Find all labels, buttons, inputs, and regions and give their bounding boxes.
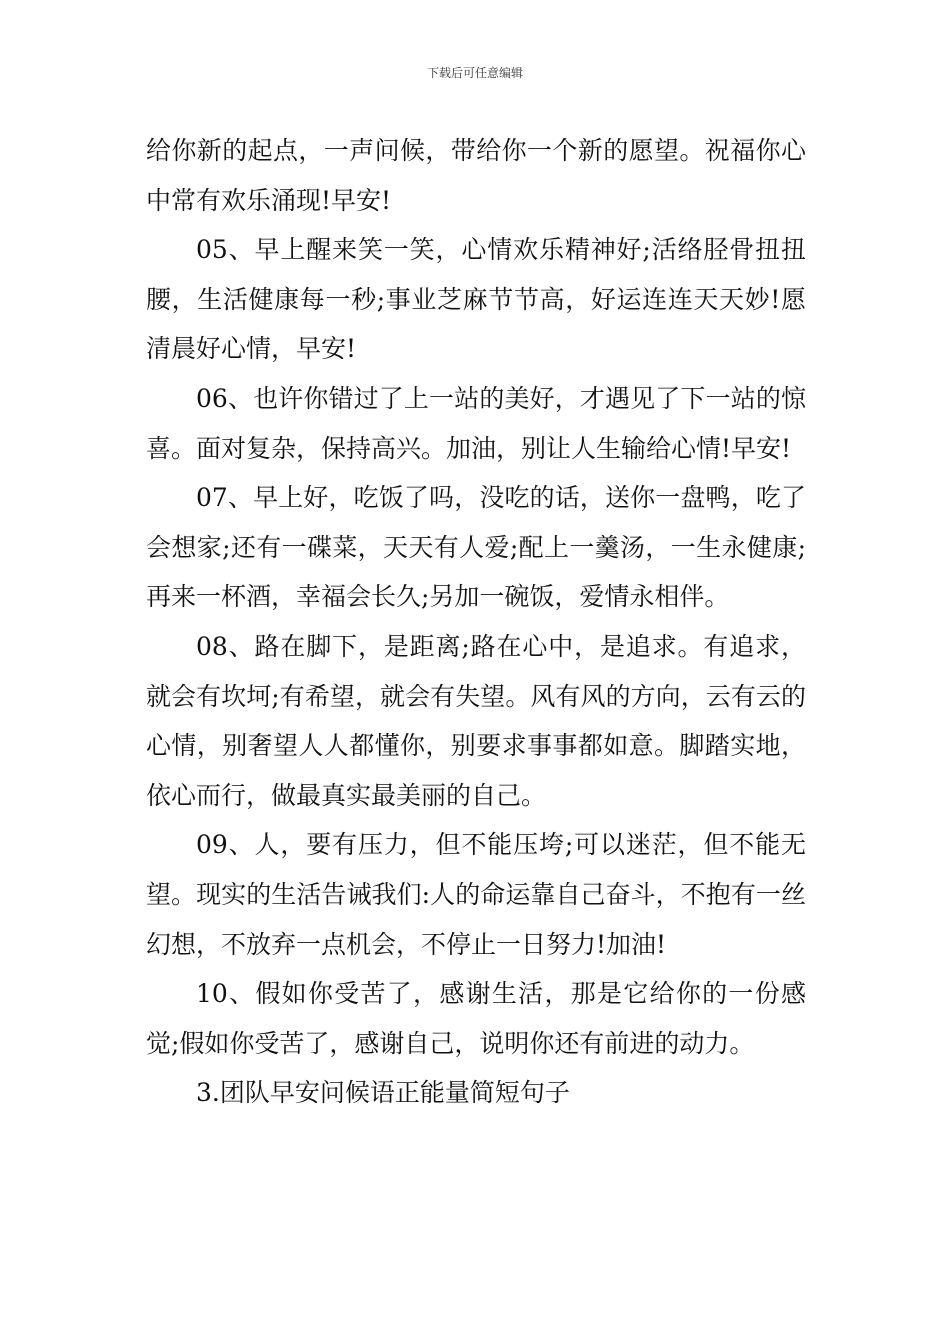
paragraph-07: 07、早上好，吃饭了吗，没吃的话，送你一盘鸭，吃了会想家;还有一碟菜，天天有人爱;配上一羹汤，一生永健康;再来一杯酒，幸福会长久;另加一碗饭，爱情永相伴。 xyxy=(146,483,806,612)
paragraph-1: 给你新的起点，一声问候，带给你一个新的愿望。祝福你心中常有欢乐涌现!早安! xyxy=(146,136,806,215)
page-header: 下载后可任意编辑 xyxy=(426,66,523,80)
paragraph-06: 06、也许你错过了上一站的美好，才遇见了下一站的惊喜。面对复杂，保持高兴。加油，别让人生输给心情!早安! xyxy=(146,383,806,463)
section-heading: 3.团队早安问候语正能量简短句子 xyxy=(196,1078,570,1108)
paragraph-08: 08、路在脚下，是距离;路在心中，是追求。有追求，就会有坎坷;有希望，就会有失望。风有风的方向，云有云的心情，别奢望人人都懂你，别要求事事都如意。脚踏实地，依心而行，做最真实最美丽的自己。 xyxy=(146,631,806,810)
paragraph-05: 05、早上醒来笑一笑，心情欢乐精神好;活络胫骨扭扭腰，生活健康每一秒;事业芝麻节节高，好运连连天天妙!愿清晨好心情，早安! xyxy=(146,235,806,364)
paragraph-09: 09、人，要有压力，但不能压垮;可以迷茫，但不能无望。现实的生活告诫我们:人的命运靠自己奋斗，不抱有一丝幻想，不放弃一点机会，不停止一日努力!加油! xyxy=(146,830,806,959)
paragraph-10: 10、假如你受苦了，感谢生活，那是它给你的一份感觉;假如你受苦了，感谢自己，说明你还有前进的动力。 xyxy=(146,979,806,1058)
document-body xyxy=(146,126,806,1118)
